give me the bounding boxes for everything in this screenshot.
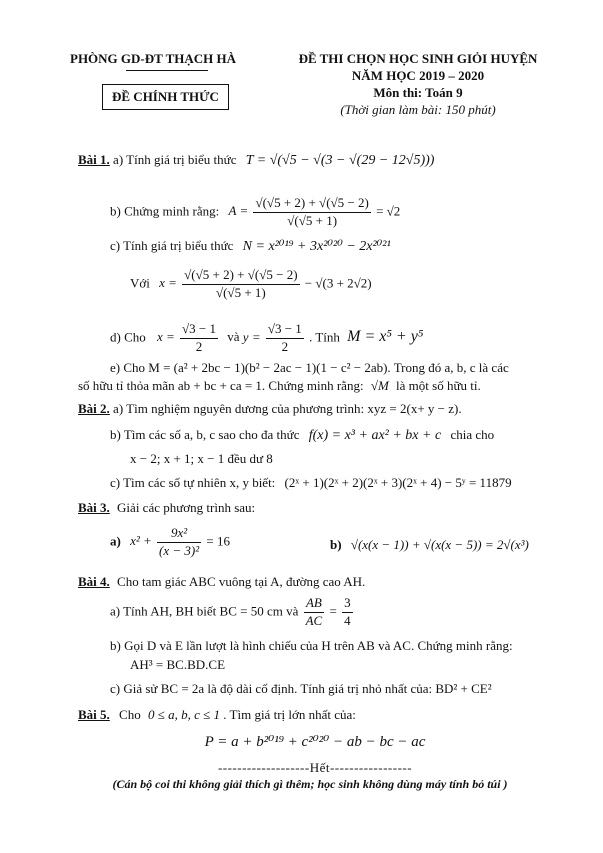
bai1-d-calc: . Tính (309, 329, 340, 345)
bai4-a-value (342, 596, 353, 629)
bai1-title: Bài 1. (78, 152, 110, 167)
bai4-a-text: a) Tính AH, BH biết BC = 50 cm và (110, 603, 299, 619)
bai3-a-lhs: x² + (130, 533, 152, 549)
bai1-b-denominator: √(√5 + 1) (287, 212, 338, 228)
duration: (Thời gian làm bài: 150 phút) (340, 102, 496, 117)
bai4-intro-text: Cho tam giác ABC vuông tại A, đường cao AH. (117, 574, 366, 589)
bai1-a (78, 152, 434, 169)
bai1-d-y-fraction (266, 322, 304, 355)
bai2-b-tail: chia cho (450, 427, 495, 442)
bai1-d-y-denominator: 2 (281, 338, 289, 354)
bai3-a-fraction (157, 526, 201, 559)
bai1-b-rhs: = √2 (376, 203, 401, 219)
bai1-d-x-fraction (180, 322, 218, 355)
bai3-a-numerator: 9x² (157, 526, 201, 543)
bai1-c-tail: − √(3 + 2√2) (304, 275, 372, 291)
bai5-text1: Cho (119, 707, 141, 722)
bai3-a-label: a) (110, 533, 121, 549)
bai1-c-with (130, 268, 372, 301)
bai4-a-numerator: AB (304, 596, 325, 613)
bai1-b-numerator: √(√5 + 2) + √(√5 − 2) (253, 196, 370, 213)
bai4-a-eq: = (329, 603, 337, 619)
bai2-title: Bài 2. (78, 401, 110, 416)
bai3-b-label: b) (330, 537, 342, 552)
bai5-condition: 0 ≤ a, b, c ≤ 1 (147, 707, 221, 722)
bai2-c (110, 475, 512, 491)
bai2-c-expr: (2ˣ + 1)(2ˣ + 2)(2ˣ + 3)(2ˣ + 4) − 5ʸ = 11879 (284, 475, 512, 490)
bai5-text2: . Tìm giá trị lớn nhất của: (223, 707, 356, 722)
bai1-b (110, 196, 400, 229)
bai1-c-numerator: √(√5 + 2) + √(√5 − 2) (182, 268, 299, 285)
subject: Môn thi: Toán 9 (373, 85, 463, 100)
bai3-title: Bài 3. (78, 500, 110, 515)
bai1-c (110, 238, 391, 255)
bai4-intro (78, 574, 365, 590)
bai2-c-text: c) Tìm các số tự nhiên x, y biết: (110, 475, 276, 490)
office-underline (126, 70, 208, 71)
bai1-b-fraction (253, 196, 370, 229)
bai1-c-fraction (182, 268, 299, 301)
bai2-b-text: b) Tìm các số a, b, c sao cho đa thức (110, 427, 300, 442)
bai5 (78, 707, 356, 723)
bai1-e-line2b: là một số hữu tỉ. (396, 378, 481, 393)
bai1-b-lhs: A = (228, 203, 249, 219)
bai1-e-line2a: số hữu tỉ thỏa mãn ab + bc + ca = 1. Chứng minh rằng: (78, 378, 364, 393)
bai4-a-value-denominator: 4 (344, 612, 351, 628)
bai1-a-expr: T = √(√5 − √(3 − √(29 − 12√5))) (245, 153, 435, 168)
bai1-c-expr: N = x²⁰¹⁹ + 3x²⁰²⁰ − 2x²⁰²¹ (242, 239, 391, 254)
bai1-d-x: x = (157, 329, 175, 345)
bai3-b (330, 537, 529, 553)
bai2-b-expr: f(x) = x³ + ax² + bx + c (308, 428, 442, 443)
bai1-d-y: y = (242, 329, 261, 345)
end-mark: -------------------Hết----------------- (217, 760, 413, 775)
bai4-c: c) Giả sử BC = 2a là độ dài cố định. Tính giá trị nhỏ nhất của: BD² + CE² (110, 681, 492, 696)
bai3-intro-text: Giải các phương trình sau: (117, 500, 256, 515)
bai3-intro (78, 500, 255, 516)
bai4-a-denominator: AC (305, 612, 323, 628)
bai2-a-text: a) Tìm nghiệm nguyên dương của phương trình: xyz = 2(x+ y − z). (113, 401, 462, 416)
bai1-b-text: b) Chứng minh rằng: (110, 203, 220, 219)
bai2-b-line2: x − 2; x + 1; x − 1 đều dư 8 (130, 451, 273, 466)
bai4-title: Bài 4. (78, 574, 110, 589)
bai1-e-sqrt: √M (370, 378, 389, 393)
education-office: PHÒNG GD-ĐT THẠCH HÀ (70, 51, 237, 66)
bai1-d-x-numerator: √3 − 1 (180, 322, 218, 339)
bai1-e-line2 (78, 378, 481, 394)
bai4-a (110, 596, 355, 629)
bai1-a-text: a) Tính giá trị biểu thức (113, 152, 237, 167)
bai4-a-value-numerator: 3 (342, 596, 353, 613)
bai1-d-x-denominator: 2 (195, 338, 203, 354)
bai1-c-denominator: √(√5 + 1) (215, 284, 266, 300)
bai3-a (110, 526, 230, 559)
bai1-e-line1: e) Cho M = (a² + 2bc − 1)(b² − 2ac − 1)(1 − c² − 2ab). Trong đó a, b, c là các (110, 360, 509, 375)
bai3-b-expr: √(x(x − 1)) + √(x(x − 5)) = 2√(x³) (350, 537, 529, 552)
bai3-a-rhs: = 16 (206, 533, 230, 549)
bai1-d (110, 322, 423, 355)
bai2-b (110, 427, 494, 444)
bai1-c-text: c) Tính giá trị biểu thức (110, 238, 234, 253)
bai1-d-expr: M = x⁵ + y⁵ (347, 328, 424, 346)
bai1-c-with-label: Với (130, 275, 150, 291)
bai3-a-denominator: (x − 3)² (159, 542, 200, 558)
exam-title: ĐỀ THI CHỌN HỌC SINH GIỎI HUYỆN (298, 51, 538, 66)
bai5-title: Bài 5. (78, 707, 110, 722)
bai4-a-ratio (304, 596, 325, 629)
school-year: NĂM HỌC 2019 – 2020 (351, 68, 485, 83)
official-badge: ĐỀ CHÍNH THỨC (102, 84, 229, 110)
bai1-d-text: d) Cho (110, 329, 146, 345)
bai5-expr: P = a + b²⁰¹⁹ + c²⁰²⁰ − ab − bc − ac (204, 734, 426, 750)
proctor-note: (Cán bộ coi thi không giải thích gì thêm; học sinh không dùng máy tính bỏ túi ) (112, 777, 508, 791)
bai1-c-x: x = (159, 275, 177, 291)
bai4-b-line2: AH³ = BC.BD.CE (130, 657, 226, 672)
bai4-b: b) Gọi D và E lần lượt là hình chiếu của H trên AB và AC. Chứng minh rằng: (110, 638, 513, 653)
bai1-d-and: và (227, 329, 240, 345)
bai2-a (78, 401, 462, 417)
bai1-d-y-numerator: √3 − 1 (266, 322, 304, 339)
